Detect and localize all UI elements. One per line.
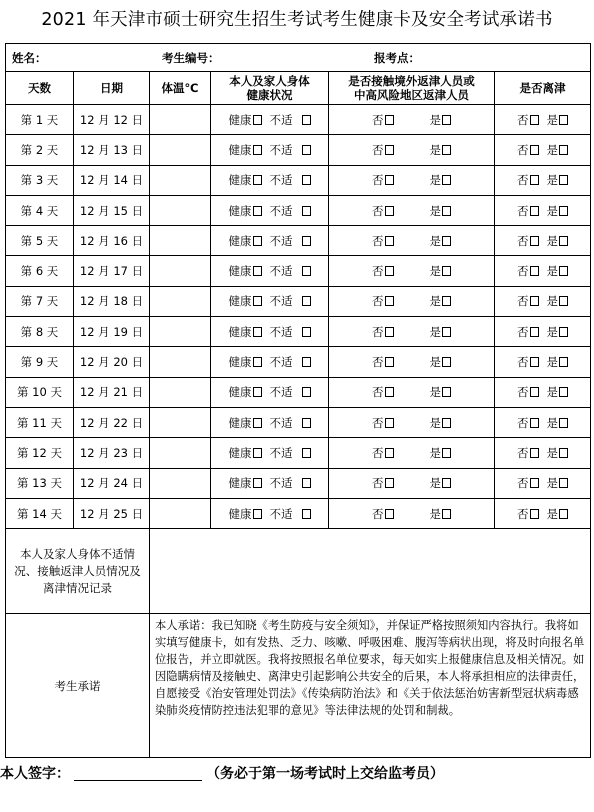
- temperature-field[interactable]: [150, 498, 211, 528]
- exam-site-label: 报考点：: [374, 50, 420, 65]
- checkbox-icon[interactable]: [385, 266, 394, 276]
- date-label: 12 月 13 日: [74, 135, 150, 165]
- contact-yes-option[interactable]: 是: [430, 324, 452, 340]
- situation-record-field[interactable]: [150, 529, 591, 614]
- unwell-option[interactable]: 不适: [270, 112, 311, 128]
- checkbox-icon[interactable]: [530, 115, 539, 125]
- left-no-option[interactable]: 否: [517, 324, 539, 340]
- checkbox-icon[interactable]: [442, 115, 451, 125]
- checkbox-icon[interactable]: [253, 115, 262, 125]
- healthy-option[interactable]: 健康: [229, 384, 262, 400]
- checkbox-icon[interactable]: [302, 418, 311, 428]
- contact-no-option[interactable]: 否: [372, 506, 394, 522]
- date-label: 12 月 16 日: [74, 226, 150, 256]
- temperature-field[interactable]: [150, 135, 211, 165]
- left-tianjin-cell: [495, 317, 591, 347]
- day-label: 第 3 天: [6, 165, 74, 195]
- day-label: 第 9 天: [6, 347, 74, 377]
- left-yes-option[interactable]: 是: [547, 233, 569, 249]
- left-tianjin-cell: [495, 438, 591, 468]
- checkbox-icon[interactable]: [442, 387, 451, 397]
- checkbox-icon[interactable]: [302, 175, 311, 185]
- checkbox-icon[interactable]: [302, 266, 311, 276]
- left-no-option[interactable]: 否: [517, 506, 539, 522]
- signature-field[interactable]: [74, 767, 202, 781]
- contact-cell: [329, 438, 495, 468]
- signature-line: [0, 763, 444, 783]
- checkbox-icon[interactable]: [302, 145, 311, 155]
- healthy-option[interactable]: 健康: [229, 112, 262, 128]
- contact-cell: [329, 135, 495, 165]
- contact-cell: [329, 286, 495, 316]
- contact-yes-option[interactable]: 是: [430, 354, 452, 370]
- left-tianjin-cell: [495, 498, 591, 528]
- checkbox-icon[interactable]: [530, 357, 539, 367]
- checkbox-icon[interactable]: [442, 478, 451, 488]
- checkbox-icon[interactable]: [559, 418, 568, 428]
- name-label: 姓名：: [12, 50, 47, 65]
- contact-cell: [329, 317, 495, 347]
- day-label: 第 4 天: [6, 195, 74, 225]
- day-row: [6, 438, 591, 468]
- day-label: 第 13 天: [6, 468, 74, 498]
- checkbox-icon[interactable]: [530, 387, 539, 397]
- checkbox-icon[interactable]: [302, 478, 311, 488]
- temperature-field[interactable]: [150, 438, 211, 468]
- temperature-field[interactable]: [150, 286, 211, 316]
- unwell-option[interactable]: 不适: [270, 172, 311, 188]
- left-yes-option[interactable]: 是: [547, 445, 569, 461]
- health-card-table: [5, 43, 591, 758]
- left-tianjin-cell: [495, 286, 591, 316]
- day-label: 第 7 天: [6, 286, 74, 316]
- left-no-option[interactable]: 否: [517, 384, 539, 400]
- col-date-header: 日期: [74, 72, 150, 105]
- left-yes-option[interactable]: 是: [547, 324, 569, 340]
- contact-cell: [329, 468, 495, 498]
- checkbox-icon[interactable]: [253, 418, 262, 428]
- contact-no-option[interactable]: 否: [372, 203, 394, 219]
- col-health-header: 本人及家人身体健康状况: [211, 72, 329, 105]
- contact-no-option[interactable]: 否: [372, 384, 394, 400]
- situation-record-row: [6, 529, 591, 614]
- checkbox-icon[interactable]: [253, 145, 262, 155]
- checkbox-icon[interactable]: [253, 357, 262, 367]
- contact-no-option[interactable]: 否: [372, 475, 394, 491]
- contact-yes-option[interactable]: 是: [430, 233, 452, 249]
- contact-yes-option[interactable]: 是: [430, 112, 452, 128]
- health-status-cell: [211, 165, 329, 195]
- checkbox-icon[interactable]: [530, 327, 539, 337]
- day-row: [6, 226, 591, 256]
- temperature-field[interactable]: [150, 165, 211, 195]
- promise-label: 考生承诺: [6, 614, 150, 758]
- contact-no-option[interactable]: 否: [372, 142, 394, 158]
- checkbox-icon[interactable]: [253, 448, 262, 458]
- left-no-option[interactable]: 否: [517, 293, 539, 309]
- checkbox-icon[interactable]: [559, 175, 568, 185]
- left-tianjin-cell: [495, 226, 591, 256]
- contact-no-option[interactable]: 否: [372, 415, 394, 431]
- day-row: [6, 468, 591, 498]
- health-status-cell: [211, 498, 329, 528]
- checkbox-icon[interactable]: [253, 236, 262, 246]
- unwell-option[interactable]: 不适: [270, 233, 311, 249]
- contact-no-option[interactable]: 否: [372, 172, 394, 188]
- temperature-field[interactable]: [150, 347, 211, 377]
- checkbox-icon[interactable]: [530, 418, 539, 428]
- left-tianjin-cell: [495, 407, 591, 437]
- left-tianjin-cell: [495, 165, 591, 195]
- left-yes-option[interactable]: 是: [547, 172, 569, 188]
- checkbox-icon[interactable]: [442, 357, 451, 367]
- left-yes-option[interactable]: 是: [547, 384, 569, 400]
- day-label: 第 11 天: [6, 407, 74, 437]
- checkbox-icon[interactable]: [302, 357, 311, 367]
- col-temp-header: 体温℃: [150, 72, 211, 105]
- contact-no-option[interactable]: 否: [372, 112, 394, 128]
- checkbox-icon[interactable]: [559, 387, 568, 397]
- checkbox-icon[interactable]: [253, 266, 262, 276]
- situation-record-label: 本人及家人身体不适情况、接触返津人员情况及离津情况记录: [6, 529, 150, 614]
- checkbox-icon[interactable]: [530, 478, 539, 488]
- unwell-option[interactable]: 不适: [270, 506, 311, 522]
- unwell-option[interactable]: 不适: [270, 293, 311, 309]
- date-label: 12 月 17 日: [74, 256, 150, 286]
- checkbox-icon[interactable]: [253, 206, 262, 216]
- left-no-option[interactable]: 否: [517, 445, 539, 461]
- healthy-option[interactable]: 健康: [229, 415, 262, 431]
- left-no-option[interactable]: 否: [517, 233, 539, 249]
- day-label: 第 12 天: [6, 438, 74, 468]
- day-label: 第 1 天: [6, 105, 74, 135]
- healthy-option[interactable]: 健康: [229, 172, 262, 188]
- health-status-cell: [211, 317, 329, 347]
- temperature-field[interactable]: [150, 468, 211, 498]
- left-yes-option[interactable]: 是: [547, 142, 569, 158]
- left-no-option[interactable]: 否: [517, 112, 539, 128]
- unwell-option[interactable]: 不适: [270, 354, 311, 370]
- left-tianjin-cell: [495, 377, 591, 407]
- day-label: 第 8 天: [6, 317, 74, 347]
- checkbox-icon[interactable]: [559, 266, 568, 276]
- promise-row: [6, 614, 591, 758]
- checkbox-icon[interactable]: [530, 266, 539, 276]
- checkbox-icon[interactable]: [530, 175, 539, 185]
- checkbox-icon[interactable]: [385, 418, 394, 428]
- healthy-option[interactable]: 健康: [229, 324, 262, 340]
- unwell-option[interactable]: 不适: [270, 324, 311, 340]
- health-status-cell: [211, 256, 329, 286]
- temperature-field[interactable]: [150, 226, 211, 256]
- left-tianjin-cell: [495, 347, 591, 377]
- contact-cell: [329, 377, 495, 407]
- day-label: 第 10 天: [6, 377, 74, 407]
- checkbox-icon[interactable]: [442, 509, 451, 519]
- contact-yes-option[interactable]: 是: [430, 475, 452, 491]
- date-label: 12 月 12 日: [74, 105, 150, 135]
- checkbox-icon[interactable]: [442, 296, 451, 306]
- temperature-field[interactable]: [150, 317, 211, 347]
- checkbox-icon[interactable]: [302, 387, 311, 397]
- contact-yes-option[interactable]: 是: [430, 384, 452, 400]
- checkbox-icon[interactable]: [253, 296, 262, 306]
- checkbox-icon[interactable]: [530, 236, 539, 246]
- healthy-option[interactable]: 健康: [229, 233, 262, 249]
- checkbox-icon[interactable]: [253, 509, 262, 519]
- day-row: [6, 135, 591, 165]
- contact-cell: [329, 226, 495, 256]
- date-label: 12 月 15 日: [74, 195, 150, 225]
- checkbox-icon[interactable]: [253, 327, 262, 337]
- checkbox-icon[interactable]: [559, 357, 568, 367]
- date-label: 12 月 14 日: [74, 165, 150, 195]
- contact-yes-option[interactable]: 是: [430, 293, 452, 309]
- left-tianjin-cell: [495, 105, 591, 135]
- temperature-field[interactable]: [150, 377, 211, 407]
- checkbox-icon[interactable]: [530, 448, 539, 458]
- daily-record-rows: [6, 105, 591, 529]
- left-no-option[interactable]: 否: [517, 354, 539, 370]
- contact-no-option[interactable]: 否: [372, 233, 394, 249]
- date-label: 12 月 21 日: [74, 377, 150, 407]
- left-tianjin-cell: [495, 195, 591, 225]
- contact-cell: [329, 347, 495, 377]
- contact-cell: [329, 407, 495, 437]
- healthy-option[interactable]: 健康: [229, 142, 262, 158]
- exam-no-label: 考生编号：: [162, 50, 220, 65]
- checkbox-icon[interactable]: [442, 236, 451, 246]
- left-yes-option[interactable]: 是: [547, 354, 569, 370]
- checkbox-icon[interactable]: [385, 448, 394, 458]
- contact-cell: [329, 195, 495, 225]
- checkbox-icon[interactable]: [559, 478, 568, 488]
- contact-no-option[interactable]: 否: [372, 445, 394, 461]
- health-status-cell: [211, 226, 329, 256]
- temperature-field[interactable]: [150, 407, 211, 437]
- contact-yes-option[interactable]: 是: [430, 263, 452, 279]
- checkbox-icon[interactable]: [442, 206, 451, 216]
- checkbox-icon[interactable]: [253, 478, 262, 488]
- day-row: [6, 286, 591, 316]
- checkbox-icon[interactable]: [385, 175, 394, 185]
- checkbox-icon[interactable]: [442, 448, 451, 458]
- left-yes-option[interactable]: 是: [547, 475, 569, 491]
- document-title: 2021 年天津市硕士研究生招生考试考生健康卡及安全考试承诺书: [41, 10, 553, 30]
- temperature-field[interactable]: [150, 195, 211, 225]
- checkbox-icon[interactable]: [442, 418, 451, 428]
- checkbox-icon[interactable]: [385, 236, 394, 246]
- left-yes-option[interactable]: 是: [547, 203, 569, 219]
- day-row: [6, 317, 591, 347]
- left-yes-option[interactable]: 是: [547, 263, 569, 279]
- day-row: [6, 195, 591, 225]
- checkbox-icon[interactable]: [385, 357, 394, 367]
- checkbox-icon[interactable]: [385, 509, 394, 519]
- unwell-option[interactable]: 不适: [270, 475, 311, 491]
- unwell-option[interactable]: 不适: [270, 203, 311, 219]
- contact-yes-option[interactable]: 是: [430, 506, 452, 522]
- contact-cell: [329, 165, 495, 195]
- checkbox-icon[interactable]: [559, 145, 568, 155]
- col-day-header: 天数: [6, 72, 74, 105]
- left-yes-option[interactable]: 是: [547, 112, 569, 128]
- health-status-cell: [211, 438, 329, 468]
- left-no-option[interactable]: 否: [517, 172, 539, 188]
- checkbox-icon[interactable]: [530, 206, 539, 216]
- contact-yes-option[interactable]: 是: [430, 142, 452, 158]
- contact-yes-option[interactable]: 是: [430, 445, 452, 461]
- left-yes-option[interactable]: 是: [547, 506, 569, 522]
- left-no-option[interactable]: 否: [517, 203, 539, 219]
- day-row: [6, 105, 591, 135]
- checkbox-icon[interactable]: [302, 448, 311, 458]
- day-row: [6, 347, 591, 377]
- health-status-cell: [211, 407, 329, 437]
- left-no-option[interactable]: 否: [517, 475, 539, 491]
- unwell-option[interactable]: 不适: [270, 415, 311, 431]
- checkbox-icon[interactable]: [302, 115, 311, 125]
- left-yes-option[interactable]: 是: [547, 415, 569, 431]
- checkbox-icon[interactable]: [559, 327, 568, 337]
- date-label: 12 月 19 日: [74, 317, 150, 347]
- healthy-option[interactable]: 健康: [229, 203, 262, 219]
- contact-no-option[interactable]: 否: [372, 324, 394, 340]
- contact-yes-option[interactable]: 是: [430, 203, 452, 219]
- date-label: 12 月 20 日: [74, 347, 150, 377]
- checkbox-icon[interactable]: [559, 448, 568, 458]
- checkbox-icon[interactable]: [530, 509, 539, 519]
- date-label: 12 月 25 日: [74, 498, 150, 528]
- checkbox-icon[interactable]: [302, 509, 311, 519]
- healthy-option[interactable]: 健康: [229, 354, 262, 370]
- left-yes-option[interactable]: 是: [547, 293, 569, 309]
- day-row: [6, 407, 591, 437]
- left-tianjin-cell: [495, 135, 591, 165]
- health-status-cell: [211, 195, 329, 225]
- day-label: 第 2 天: [6, 135, 74, 165]
- date-label: 12 月 23 日: [74, 438, 150, 468]
- checkbox-icon[interactable]: [559, 509, 568, 519]
- contact-cell: [329, 105, 495, 135]
- column-header-row: [6, 72, 591, 105]
- date-label: 12 月 18 日: [74, 286, 150, 316]
- healthy-option[interactable]: 健康: [229, 263, 262, 279]
- checkbox-icon[interactable]: [385, 327, 394, 337]
- date-label: 12 月 24 日: [74, 468, 150, 498]
- day-row: [6, 498, 591, 528]
- health-status-cell: [211, 347, 329, 377]
- checkbox-icon[interactable]: [385, 206, 394, 216]
- checkbox-icon[interactable]: [385, 387, 394, 397]
- day-label: 第 14 天: [6, 498, 74, 528]
- healthy-option[interactable]: 健康: [229, 445, 262, 461]
- checkbox-icon[interactable]: [385, 478, 394, 488]
- left-no-option[interactable]: 否: [517, 263, 539, 279]
- checkbox-icon[interactable]: [385, 115, 394, 125]
- contact-yes-option[interactable]: 是: [430, 415, 452, 431]
- healthy-option[interactable]: 健康: [229, 506, 262, 522]
- contact-cell: [329, 498, 495, 528]
- unwell-option[interactable]: 不适: [270, 142, 311, 158]
- unwell-option[interactable]: 不适: [270, 263, 311, 279]
- temperature-field[interactable]: [150, 256, 211, 286]
- checkbox-icon[interactable]: [253, 387, 262, 397]
- contact-yes-option[interactable]: 是: [430, 172, 452, 188]
- col-left-header: 是否离津: [495, 72, 591, 105]
- left-tianjin-cell: [495, 468, 591, 498]
- left-tianjin-cell: [495, 256, 591, 286]
- promise-text: 本人承诺：我已知晓《考生防疫与安全须知》，并保证严格按照须知内容执行。我将如实填写健康卡，如有发热、乏力、咳嗽、呼吸困难、腹泻等病状出现，将及时向报名单位报告，并立即就医。我将按照报名单位要求，每天如实上报健康信息及相关情况。如因隐瞒病情及接触史、离津史引起影响公共安全的后果，本人将承担相应的法律责任，自愿接受《治安管理处罚法》《传染病防治法》和《关于依法惩治妨害新型冠状病毒感染肺炎疫情防控违法犯罪的意见》等法律法规的处罚和制裁。: [150, 614, 591, 758]
- health-status-cell: [211, 468, 329, 498]
- contact-no-option[interactable]: 否: [372, 293, 394, 309]
- health-status-cell: [211, 135, 329, 165]
- day-row: [6, 165, 591, 195]
- day-row: [6, 377, 591, 407]
- checkbox-icon[interactable]: [559, 115, 568, 125]
- contact-no-option[interactable]: 否: [372, 263, 394, 279]
- contact-no-option[interactable]: 否: [372, 354, 394, 370]
- left-no-option[interactable]: 否: [517, 142, 539, 158]
- checkbox-icon[interactable]: [385, 145, 394, 155]
- checkbox-icon[interactable]: [442, 266, 451, 276]
- checkbox-icon[interactable]: [253, 175, 262, 185]
- day-label: 第 5 天: [6, 226, 74, 256]
- health-status-cell: [211, 105, 329, 135]
- checkbox-icon[interactable]: [559, 296, 568, 306]
- unwell-option[interactable]: 不适: [270, 384, 311, 400]
- health-status-cell: [211, 286, 329, 316]
- health-status-cell: [211, 377, 329, 407]
- signature-label: 本人签字：: [0, 766, 70, 782]
- checkbox-icon[interactable]: [442, 175, 451, 185]
- contact-cell: [329, 256, 495, 286]
- col-contact-header: 是否接触境外返津人员或中高风险地区返津人员: [329, 72, 495, 105]
- unwell-option[interactable]: 不适: [270, 445, 311, 461]
- checkbox-icon[interactable]: [559, 206, 568, 216]
- checkbox-icon[interactable]: [442, 327, 451, 337]
- day-row: [6, 256, 591, 286]
- left-no-option[interactable]: 否: [517, 415, 539, 431]
- checkbox-icon[interactable]: [302, 236, 311, 246]
- checkbox-icon[interactable]: [559, 236, 568, 246]
- checkbox-icon[interactable]: [385, 296, 394, 306]
- checkbox-icon[interactable]: [302, 327, 311, 337]
- temperature-field[interactable]: [150, 105, 211, 135]
- day-label: 第 6 天: [6, 256, 74, 286]
- applicant-info-row: [6, 44, 591, 72]
- healthy-option[interactable]: 健康: [229, 293, 262, 309]
- checkbox-icon[interactable]: [442, 145, 451, 155]
- checkbox-icon[interactable]: [302, 296, 311, 306]
- checkbox-icon[interactable]: [530, 296, 539, 306]
- checkbox-icon[interactable]: [530, 145, 539, 155]
- healthy-option[interactable]: 健康: [229, 475, 262, 491]
- signature-note: （务必于第一场考试时上交给监考员）: [206, 766, 444, 782]
- checkbox-icon[interactable]: [302, 206, 311, 216]
- date-label: 12 月 22 日: [74, 407, 150, 437]
